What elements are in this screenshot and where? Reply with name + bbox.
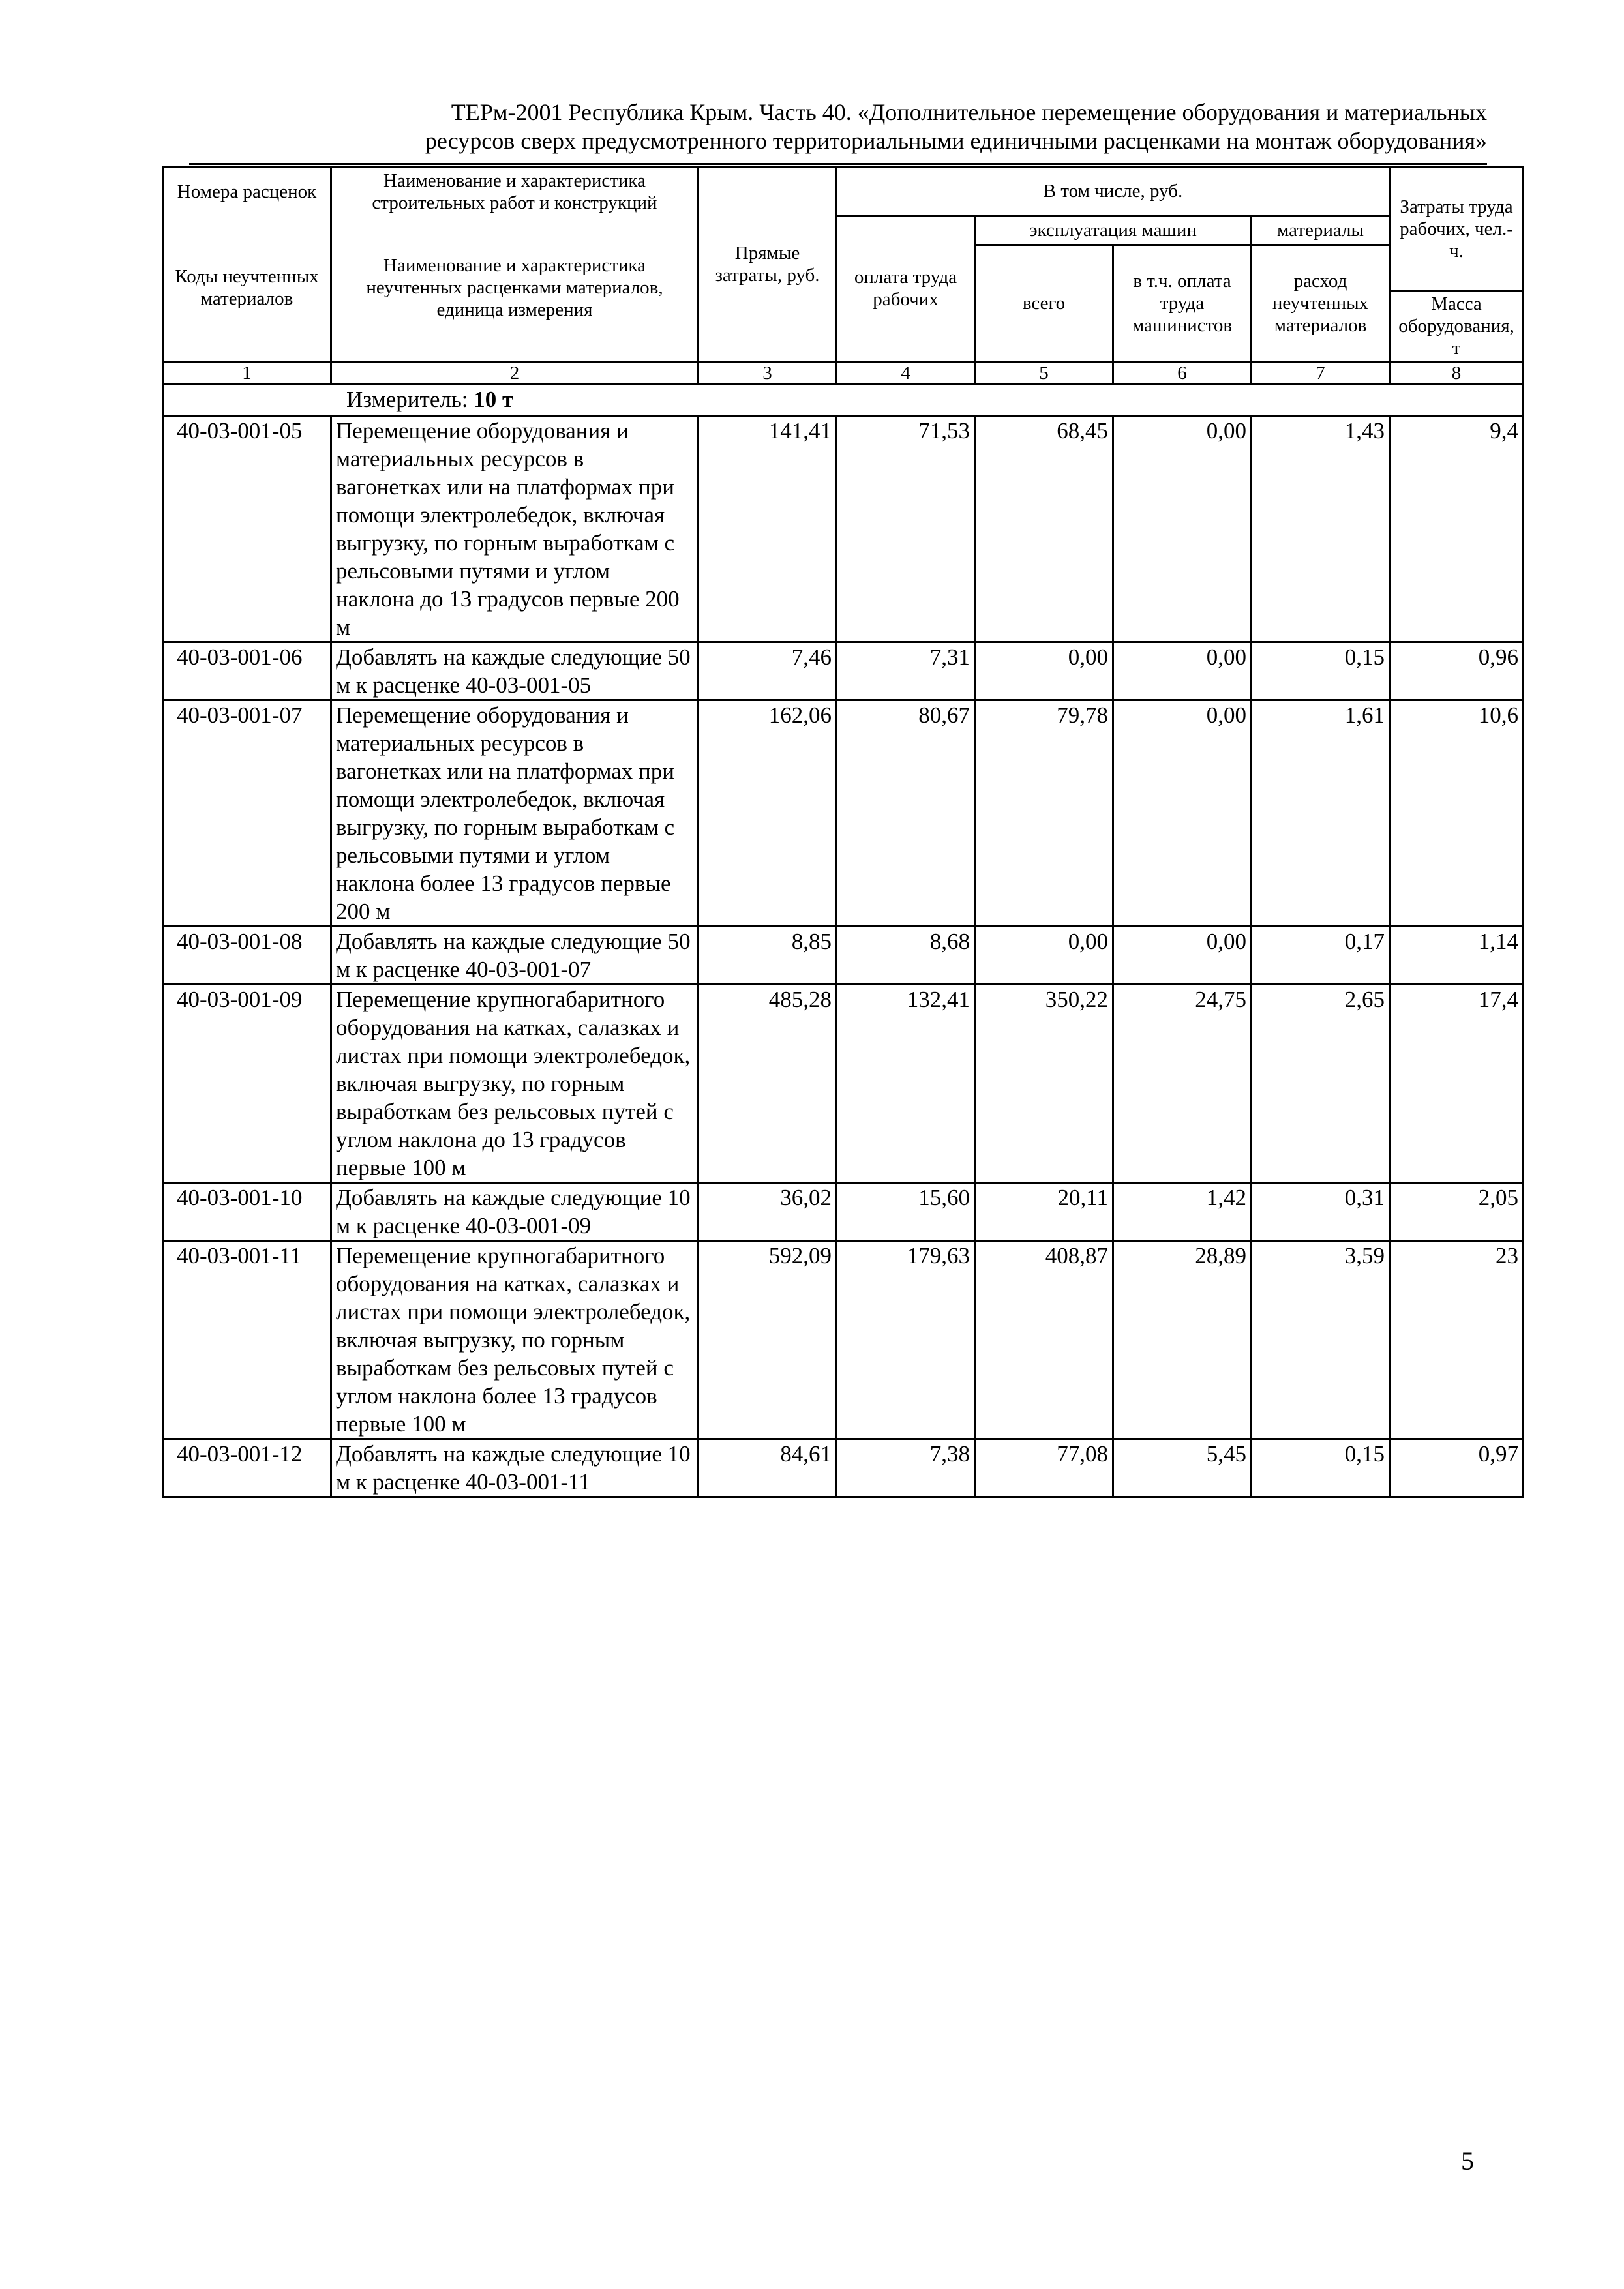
machines-total: 79,78 xyxy=(975,700,1113,926)
head-labor-hours: Затраты труда рабочих, чел.-ч. xyxy=(1390,168,1524,291)
table-row xyxy=(163,642,1524,700)
column-number: 1 xyxy=(163,361,331,384)
operator-pay: 24,75 xyxy=(1113,984,1252,1182)
head-material-codes: Коды неучтенных материалов xyxy=(163,215,331,361)
table-row xyxy=(163,1182,1524,1240)
rate-name: Перемещение крупногабаритного оборудования на катках, салазках и листах при помощи электролебедок, включая выгрузку, по горным выработкам без рельсовых путей с углом наклона до 13 градусов первые 100 м xyxy=(331,984,699,1182)
worker-pay: 15,60 xyxy=(837,1182,975,1240)
direct-costs: 7,46 xyxy=(699,642,837,700)
machines-total: 0,00 xyxy=(975,926,1113,984)
head-machine-operation: эксплуатация машин xyxy=(975,215,1252,245)
head-operator-pay: в т.ч. оплата труда машинистов xyxy=(1113,245,1252,361)
header-line-1: ТЕРм-2001 Республика Крым. Часть 40. «Дополнительное перемещение оборудования и материальных xyxy=(451,99,1487,125)
measure-unit xyxy=(163,384,1524,415)
labor-hours: 0,97 xyxy=(1390,1439,1524,1497)
labor-hours: 9,4 xyxy=(1390,415,1524,642)
column-numbers-row xyxy=(163,361,1524,384)
rate-code: 40-03-001-06 xyxy=(163,642,331,700)
head-including-group: В том числе, руб. xyxy=(837,168,1390,216)
worker-pay: 179,63 xyxy=(837,1240,975,1439)
head-equipment-mass: Масса оборудования, т xyxy=(1390,290,1524,361)
head-machines-total: всего xyxy=(975,245,1113,361)
rate-name: Перемещение крупногабаритного оборудования на катках, салазках и листах при помощи электролебедок, включая выгрузку, по горным выработкам без рельсовых путей с углом наклона более 13 градусов первые 100 м xyxy=(331,1240,699,1439)
head-direct-costs: Прямые затраты, руб. xyxy=(699,168,837,362)
document-header xyxy=(157,98,1487,155)
head-unaccounted-materials: расход неучтенных материалов xyxy=(1252,245,1390,361)
machines-total: 68,45 xyxy=(975,415,1113,642)
labor-hours: 10,6 xyxy=(1390,700,1524,926)
table-body xyxy=(163,415,1524,1497)
labor-hours: 17,4 xyxy=(1390,984,1524,1182)
materials-cost: 0,15 xyxy=(1252,1439,1390,1497)
direct-costs: 162,06 xyxy=(699,700,837,926)
machines-total: 20,11 xyxy=(975,1182,1113,1240)
operator-pay: 0,00 xyxy=(1113,926,1252,984)
rate-code: 40-03-001-12 xyxy=(163,1439,331,1497)
table-row xyxy=(163,700,1524,926)
column-number: 4 xyxy=(837,361,975,384)
column-number: 7 xyxy=(1252,361,1390,384)
rate-name: Добавлять на каждые следующие 10 м к расценке 40-03-001-11 xyxy=(331,1439,699,1497)
machines-total: 77,08 xyxy=(975,1439,1113,1497)
machines-total: 408,87 xyxy=(975,1240,1113,1439)
rates-table xyxy=(162,166,1524,1498)
operator-pay: 5,45 xyxy=(1113,1439,1252,1497)
head-work-name: Наименование и характеристика строительных работ и конструкций xyxy=(331,168,699,216)
table-row xyxy=(163,415,1524,642)
table-head-row xyxy=(163,168,1524,216)
column-number: 6 xyxy=(1113,361,1252,384)
rate-code: 40-03-001-10 xyxy=(163,1182,331,1240)
column-number: 5 xyxy=(975,361,1113,384)
direct-costs: 8,85 xyxy=(699,926,837,984)
rate-code: 40-03-001-05 xyxy=(163,415,331,642)
worker-pay: 8,68 xyxy=(837,926,975,984)
rate-name: Добавлять на каждые следующие 10 м к расценке 40-03-001-09 xyxy=(331,1182,699,1240)
materials-cost: 2,65 xyxy=(1252,984,1390,1182)
rate-name: Перемещение оборудования и материальных ресурсов в вагонетках или на платформах при помощи электролебедок, включая выгрузку, по горным выработкам с рельсовыми путями и углом наклона более 13 градусов первые 200 м xyxy=(331,700,699,926)
rate-name: Добавлять на каждые следующие 50 м к расценке 40-03-001-07 xyxy=(331,926,699,984)
worker-pay: 71,53 xyxy=(837,415,975,642)
measure-value: 10 т xyxy=(474,386,514,412)
table-head-row xyxy=(163,215,1524,245)
measure-row xyxy=(163,384,1524,415)
measure-label: Измеритель: xyxy=(346,386,468,412)
head-worker-pay: оплата труда рабочих xyxy=(837,215,975,361)
rate-name: Перемещение оборудования и материальных ресурсов в вагонетках или на платформах при помощи электролебедок, включая выгрузку, по горным выработкам с рельсовыми путями и углом наклона до 13 градусов первые 200 м xyxy=(331,415,699,642)
header-line-2: ресурсов сверх предусмотренного территориальными единичными расценками на монтаж оборудования» xyxy=(425,128,1487,154)
labor-hours: 2,05 xyxy=(1390,1182,1524,1240)
table-row xyxy=(163,984,1524,1182)
direct-costs: 141,41 xyxy=(699,415,837,642)
labor-hours: 0,96 xyxy=(1390,642,1524,700)
worker-pay: 7,31 xyxy=(837,642,975,700)
worker-pay: 80,67 xyxy=(837,700,975,926)
rate-name: Добавлять на каждые следующие 50 м к расценке 40-03-001-05 xyxy=(331,642,699,700)
rate-code: 40-03-001-07 xyxy=(163,700,331,926)
head-material-names: Наименование и характеристика неучтенных расценками материалов, единица измерения xyxy=(331,215,699,361)
rate-code: 40-03-001-08 xyxy=(163,926,331,984)
header-rule xyxy=(189,163,1487,165)
operator-pay: 28,89 xyxy=(1113,1240,1252,1439)
direct-costs: 592,09 xyxy=(699,1240,837,1439)
machines-total: 350,22 xyxy=(975,984,1113,1182)
materials-cost: 1,43 xyxy=(1252,415,1390,642)
page-number: 5 xyxy=(1461,2146,1474,2176)
materials-cost: 0,15 xyxy=(1252,642,1390,700)
labor-hours: 1,14 xyxy=(1390,926,1524,984)
materials-cost: 0,31 xyxy=(1252,1182,1390,1240)
head-materials: материалы xyxy=(1252,215,1390,245)
direct-costs: 84,61 xyxy=(699,1439,837,1497)
materials-cost: 1,61 xyxy=(1252,700,1390,926)
head-rate-numbers: Номера расценок xyxy=(163,168,331,216)
rate-code: 40-03-001-11 xyxy=(163,1240,331,1439)
column-number: 2 xyxy=(331,361,699,384)
column-number: 3 xyxy=(699,361,837,384)
operator-pay: 0,00 xyxy=(1113,700,1252,926)
direct-costs: 36,02 xyxy=(699,1182,837,1240)
operator-pay: 0,00 xyxy=(1113,642,1252,700)
direct-costs: 485,28 xyxy=(699,984,837,1182)
table-row xyxy=(163,926,1524,984)
worker-pay: 7,38 xyxy=(837,1439,975,1497)
table-row xyxy=(163,1439,1524,1497)
labor-hours: 23 xyxy=(1390,1240,1524,1439)
column-number: 8 xyxy=(1390,361,1524,384)
worker-pay: 132,41 xyxy=(837,984,975,1182)
materials-cost: 0,17 xyxy=(1252,926,1390,984)
operator-pay: 0,00 xyxy=(1113,415,1252,642)
table-row xyxy=(163,1240,1524,1439)
rate-code: 40-03-001-09 xyxy=(163,984,331,1182)
materials-cost: 3,59 xyxy=(1252,1240,1390,1439)
machines-total: 0,00 xyxy=(975,642,1113,700)
operator-pay: 1,42 xyxy=(1113,1182,1252,1240)
